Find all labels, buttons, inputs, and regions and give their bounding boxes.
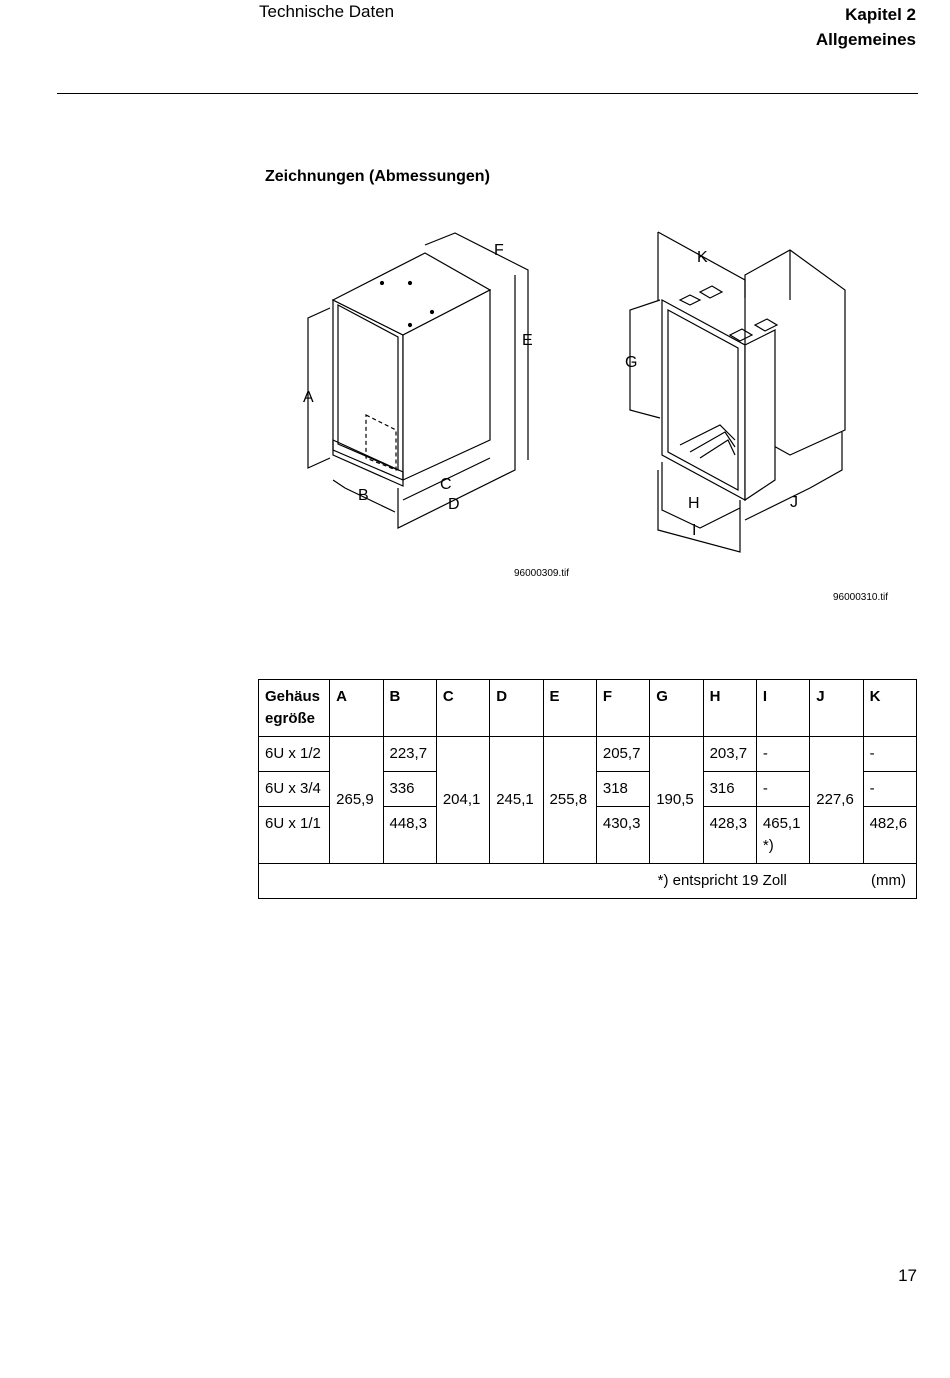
cell-i: 465,1 *) (756, 807, 809, 864)
merged-cell-e: 255,8 (543, 737, 596, 864)
cell-i: - (756, 772, 809, 807)
header-cell: F (596, 680, 649, 737)
size-cell: 6U x 1/1 (259, 807, 330, 864)
header-cell: E (543, 680, 596, 737)
merged-cell-a: 265,9 (330, 737, 383, 864)
header-cell: K (863, 680, 916, 737)
merged-cell-g: 190,5 (650, 737, 703, 864)
svg-text:F: F (494, 242, 504, 259)
size-cell: 6U x 3/4 (259, 772, 330, 807)
chapter-label: Kapitel 2 (845, 5, 916, 24)
header-cell: D (490, 680, 543, 737)
cell-k: 482,6 (863, 807, 916, 864)
housing-drawing-rack (630, 232, 845, 552)
svg-text:H: H (688, 495, 700, 512)
cell-f: 205,7 (596, 737, 649, 772)
table-footer (259, 864, 917, 899)
svg-text:G: G (625, 354, 638, 371)
svg-text:J: J (790, 494, 798, 511)
cell-f: 430,3 (596, 807, 649, 864)
merged-cell-d: 245,1 (490, 737, 543, 864)
table-header-row (259, 680, 917, 737)
cell-b: 336 (383, 772, 436, 807)
figure-caption-rack: 96000310.tif (833, 592, 889, 603)
cell-h: 428,3 (703, 807, 756, 864)
cell-k: - (863, 737, 916, 772)
size-cell: 6U x 1/2 (259, 737, 330, 772)
svg-text:E: E (522, 332, 533, 349)
unit-label: (mm) (871, 872, 906, 889)
header-section-name: Technische Daten (259, 2, 395, 21)
merged-cell-c: 204,1 (436, 737, 489, 864)
merged-cell-j: 227,6 (810, 737, 863, 864)
footnote: *) entspricht 19 Zoll (657, 872, 787, 889)
svg-text:C: C (440, 476, 452, 493)
svg-text:A: A (303, 389, 314, 406)
cell-h: 316 (703, 772, 756, 807)
table-footer-row (259, 864, 917, 899)
table-row (259, 737, 917, 772)
figure-caption-front: 96000309.tif (514, 568, 570, 579)
header-cell: I (756, 680, 809, 737)
cell-b: 448,3 (383, 807, 436, 864)
dimensions-table (258, 679, 917, 899)
header-cell: C (436, 680, 489, 737)
cell-b: 223,7 (383, 737, 436, 772)
cell-i: - (756, 737, 809, 772)
svg-text:B: B (358, 487, 369, 504)
svg-text:D: D (448, 496, 460, 513)
header-cell: Gehäus egröße (259, 680, 330, 737)
cell-k: - (863, 772, 916, 807)
cell-f: 318 (596, 772, 649, 807)
header-cell: B (383, 680, 436, 737)
header-cell: A (330, 680, 383, 737)
svg-text:I: I (692, 522, 697, 539)
chapter-title: Allgemeines (815, 30, 916, 49)
header-cell: H (703, 680, 756, 737)
dimension-drawings (0, 0, 950, 620)
header-cell: J (810, 680, 863, 737)
svg-text:K: K (697, 249, 708, 266)
header-cell: G (650, 680, 703, 737)
section-title: Zeichnungen (Abmessungen) (265, 168, 490, 185)
page-number: 17 (898, 1266, 917, 1285)
housing-drawing-front (308, 233, 528, 528)
cell-h: 203,7 (703, 737, 756, 772)
